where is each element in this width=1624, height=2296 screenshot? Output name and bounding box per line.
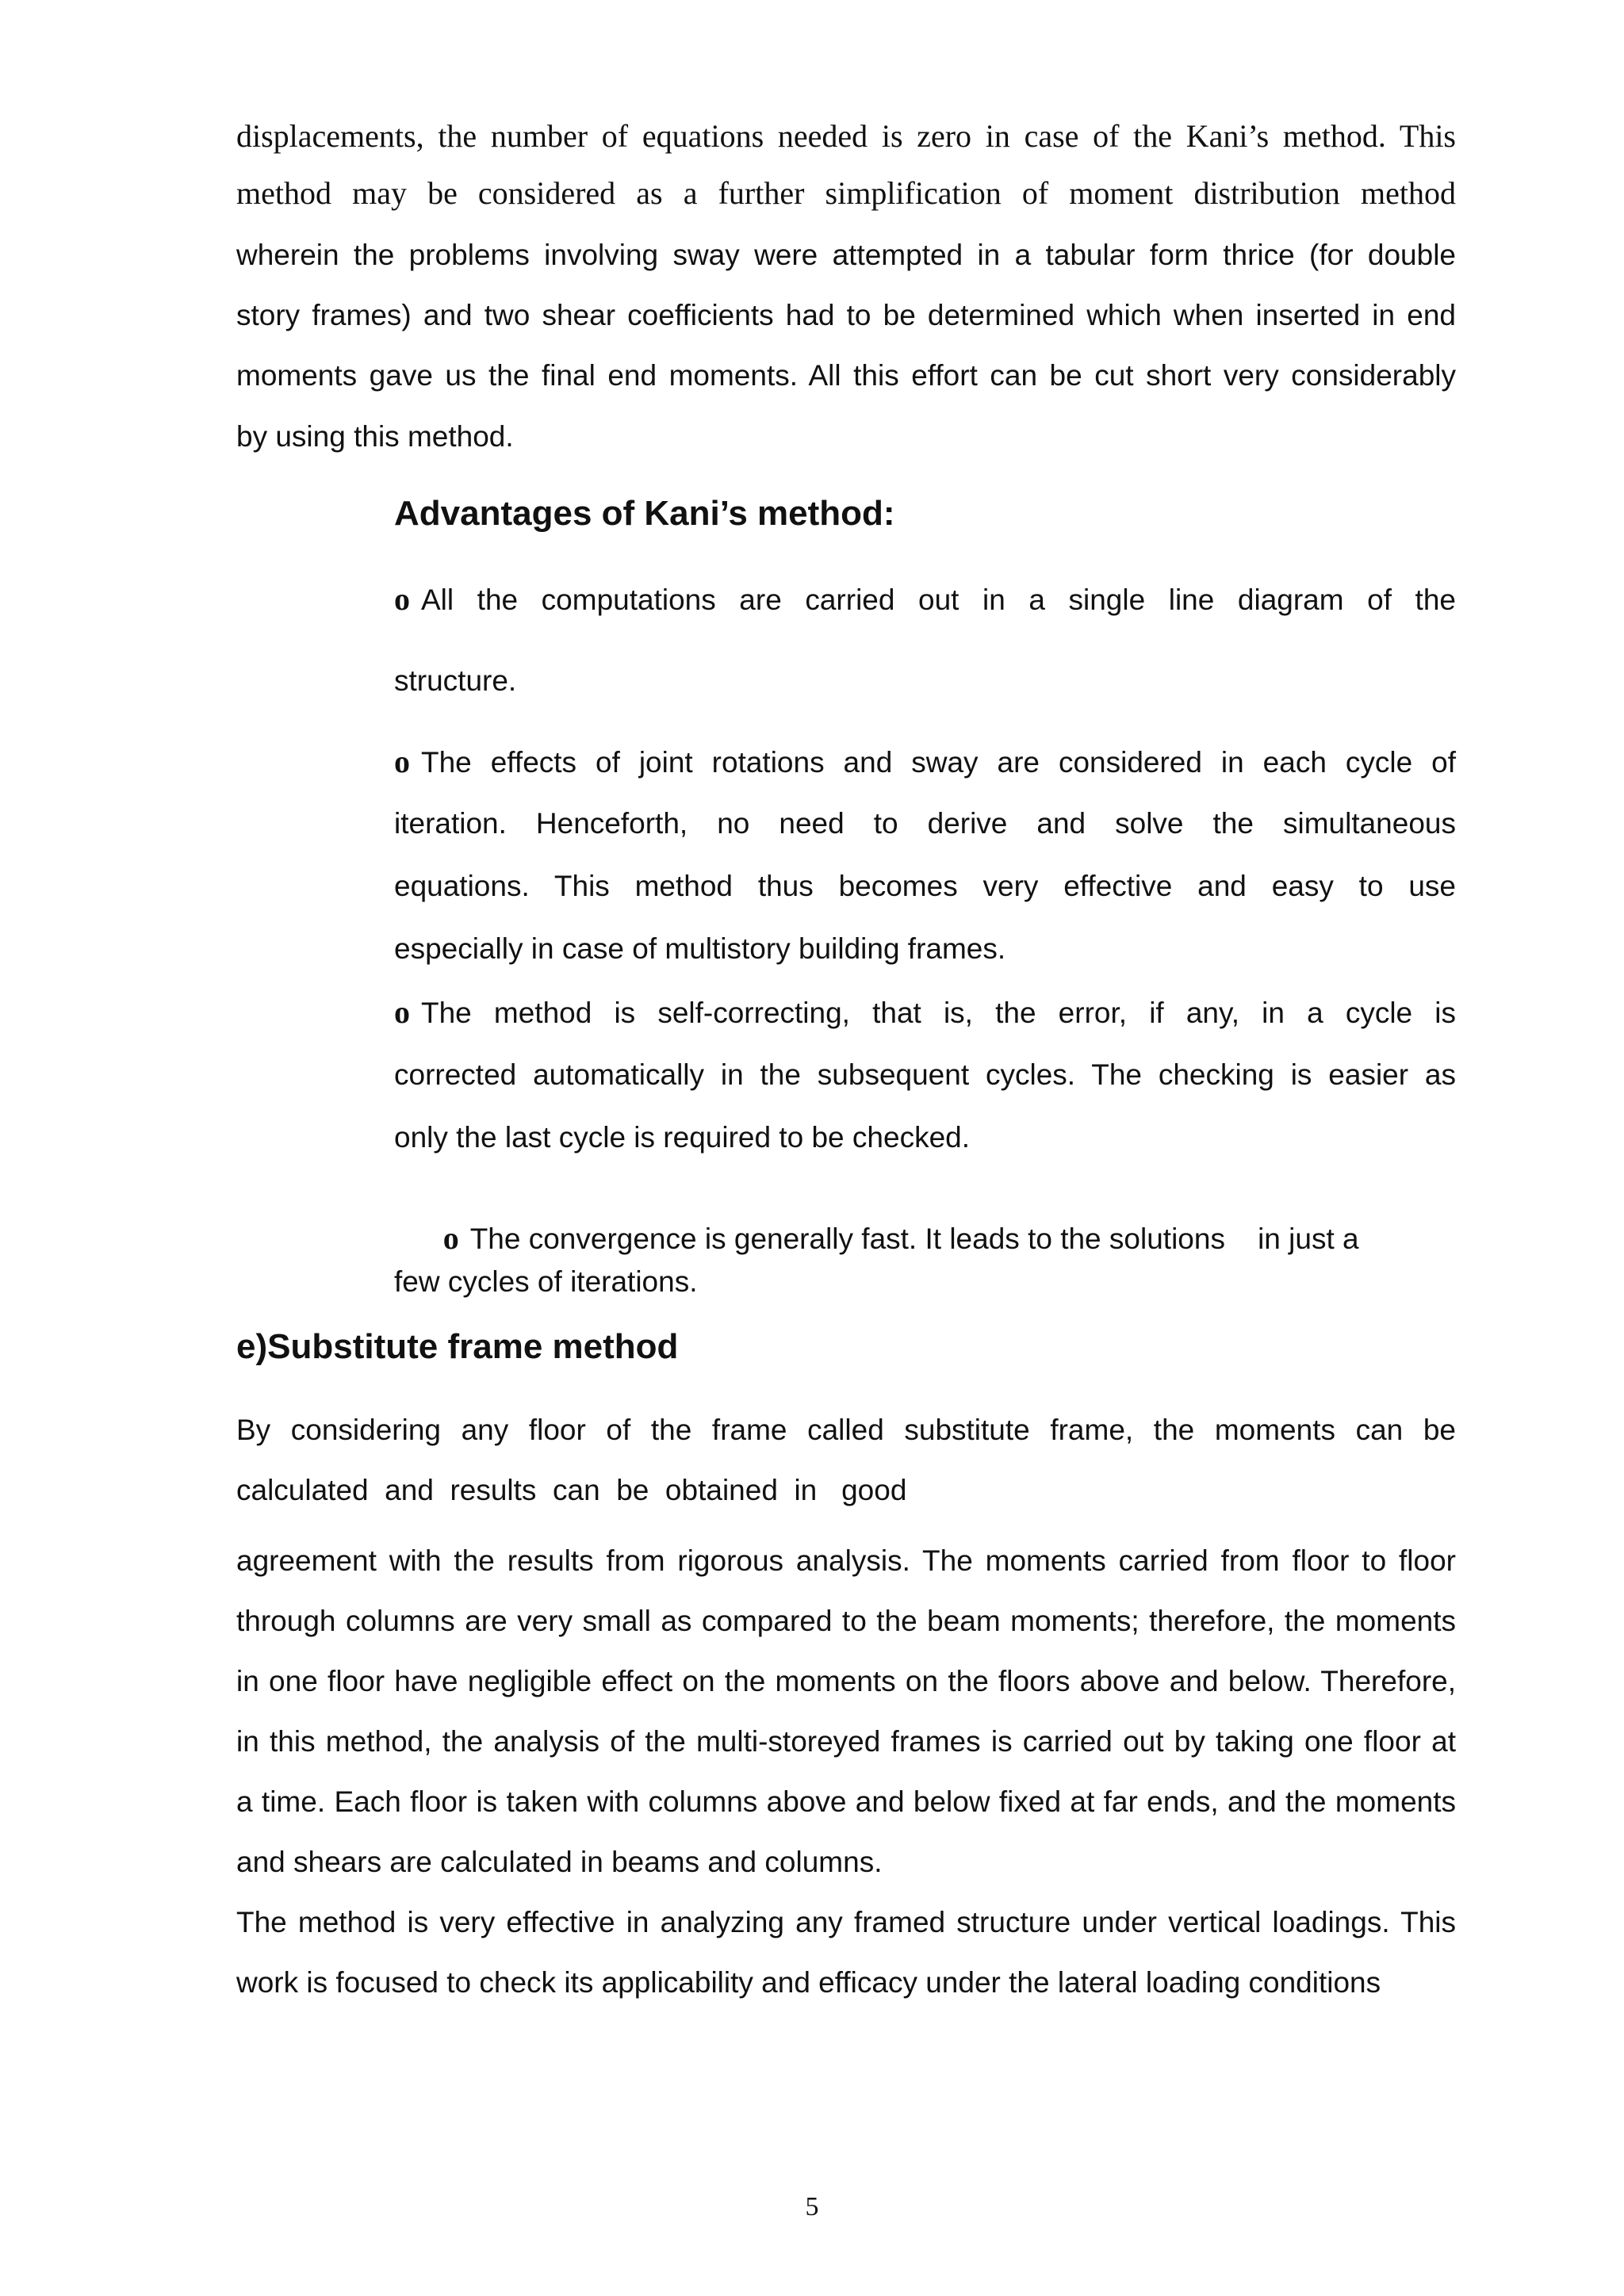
bullet-circle-icon: o	[442, 1220, 459, 1256]
advantage-item-3-line-2: corrected automatically in the subsequent cycles. The checking is easier as	[394, 1058, 1456, 1091]
substitute-p3-line-1: The method is very effective in analyzing any framed structure under vertical loadings. This	[236, 1906, 1456, 1938]
substitute-p2-line-5: a time. Each floor is taken with columns above and below fixed at far ends, and the moments	[236, 1785, 1456, 1818]
advantage-item-4-text: The convergence is generally fast. It leads to the solutions in just a	[469, 1223, 1359, 1255]
advantage-item-1-line-1	[394, 580, 1456, 619]
advantage-item-4-line-2: few cycles of iterations.	[394, 1265, 698, 1298]
substitute-p2-line-3: in one floor have negligible effect on the moments on the floors above and below. Therefore,	[236, 1665, 1456, 1697]
substitute-p1-line-2: calculated and results can be obtained in good	[236, 1474, 907, 1506]
intro-line-6: by using this method.	[236, 420, 514, 453]
substitute-p2-line-1: agreement with the results from rigorous analysis. The moments carried from floor to floor	[236, 1544, 1456, 1577]
bullet-circle-icon: o	[394, 744, 410, 779]
substitute-frame-heading: e)Substitute frame method	[236, 1327, 679, 1366]
advantage-item-2-line-4: especially in case of multistory building frames.	[394, 932, 1006, 965]
advantage-item-2-line-3: equations. This method thus becomes very effective and easy to use	[394, 870, 1456, 902]
substitute-p2-line-4: in this method, the analysis of the multi-storeyed frames is carried out by taking one floor at	[236, 1725, 1456, 1758]
intro-line-2: method may be considered as a further simplification of moment distribution method	[236, 175, 1456, 211]
bullet-circle-icon: o	[394, 994, 410, 1030]
substitute-p2-line-6: and shears are calculated in beams and columns.	[236, 1846, 883, 1878]
intro-line-5: moments gave us the final end moments. All this effort can be cut short very considerably	[236, 359, 1456, 392]
advantage-item-2-line-2: iteration. Henceforth, no need to derive and solve the simultaneous	[394, 807, 1456, 840]
intro-line-4: story frames) and two shear coefficients had to be determined which when inserted in end	[236, 299, 1456, 331]
page-number: 5	[805, 2192, 819, 2221]
substitute-p2-line-2: through columns are very small as compared to the beam moments; therefore, the moments	[236, 1605, 1456, 1637]
intro-line-1: displacements, the number of equations needed is zero in case of the Kani’s method. This	[236, 118, 1456, 154]
advantage-item-3-text: The method is self-correcting, that is, the error, if any, in a cycle is	[421, 997, 1456, 1029]
bullet-circle-icon: o	[394, 581, 410, 617]
advantage-item-1-line-2: structure.	[394, 664, 517, 697]
intro-line-3: wherein the problems involving sway were attempted in a tabular form thrice (for double	[236, 239, 1456, 271]
advantage-item-3-line-1	[394, 993, 1456, 1032]
substitute-p3-line-2: work is focused to check its applicability and efficacy under the lateral loading conditions	[236, 1966, 1381, 1999]
advantage-item-3-line-3: only the last cycle is required to be checked.	[394, 1121, 970, 1154]
advantages-heading: Advantages of Kani’s method:	[394, 494, 895, 533]
advantage-item-1-text: All the computations are carried out in a single line diagram of the	[421, 584, 1456, 616]
substitute-p1-line-1: By considering any floor of the frame called substitute frame, the moments can be	[236, 1414, 1456, 1446]
advantage-item-2-text: The effects of joint rotations and sway are considered in each cycle of	[421, 746, 1456, 779]
advantage-item-2-line-1	[394, 743, 1456, 782]
